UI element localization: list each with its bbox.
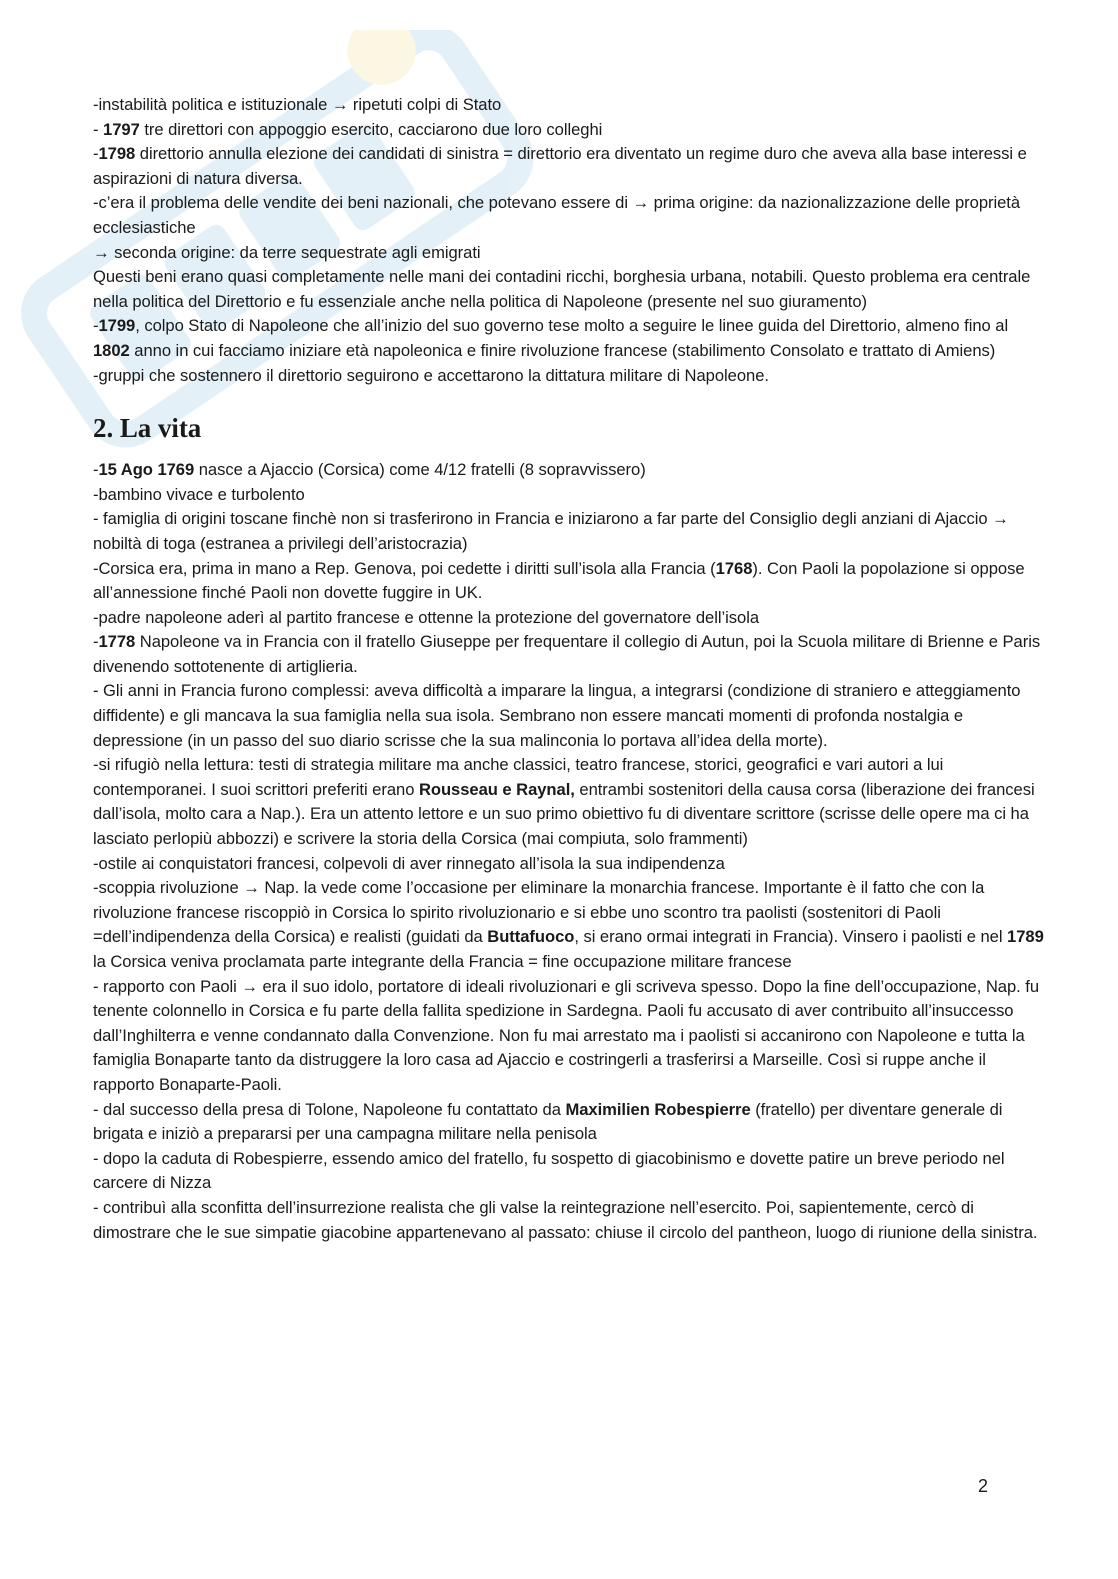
paragraph	[93, 142, 1048, 191]
paragraph	[93, 1098, 1048, 1147]
paragraph	[93, 606, 1048, 631]
text-run: ). Con Paoli la popolazione si oppose all’annessione finché Paoli non dovette fuggire in UK.	[93, 558, 1025, 603]
text-run: -	[93, 316, 99, 336]
text-run: -bambino vivace e turbolento	[93, 484, 305, 504]
text-run: - dal successo della presa di Tolone, Napoleone fu contattato da	[93, 1099, 566, 1119]
text-run: tre direttori con appoggio esercito, cacciarono due loro colleghi	[139, 119, 603, 139]
section-directory	[93, 93, 1048, 388]
paragraph	[93, 507, 1048, 556]
text-run: -	[93, 632, 99, 652]
paragraph	[93, 265, 1048, 314]
section-title: 2. La vita	[93, 413, 202, 444]
text-run: - rapporto con Paoli → era il suo idolo, portatore di ideali rivoluzionari e gli scriveva spesso. Dopo la fine dell’occupazione, Nap. fu tenente colonnello in Corsica e fu parte della fallita spedizione in Sardegna. Paoli fu accusato di aver contribuito all’insuccesso dall’Inghilterra e venne condannato dalla Convenzione. Non fu mai arrestato ma i paolisti si accanirono con Napoleone e tutta la famiglia Bonaparte tanto da distruggere la loro casa ad Ajaccio e costringerli a trasferirsi a Marseille. Così si ruppe anche il rapporto Bonaparte-Paoli.	[93, 976, 1040, 1094]
text-run: entrambi sostenitori della causa corsa (liberazione dei francesi dall’isola, molto cara a Nap.). Era un attento lettore e un suo primo obiettivo fu di diventare scrittore (scrisse delle opere ma ci ha lasciato perlopiù abbozzi) e scrivere la storia della Corsica (mai compiuta, solo frammenti)	[93, 779, 1035, 849]
paragraph	[93, 852, 1048, 877]
paragraph	[93, 753, 1048, 851]
text-run: Napoleone va in Francia con il fratello Giuseppe per frequentare il collegio di Autun, poi la Scuola militare di Brienne e Paris divenendo sottotenente di artiglieria.	[93, 632, 1041, 676]
text-run: , colpo Stato di Napoleone che all’inizio del suo governo tese molto a seguire le linee guida del Direttorio, almeno fino al	[135, 316, 1009, 336]
text-run: -ostile ai conquistatori francesi, colpevoli di aver rinnegato all’isola la sua indipendenza	[93, 853, 725, 873]
paragraph	[93, 1196, 1048, 1245]
text-run: (fratello) per diventare generale di brigata e iniziò a prepararsi per una campagna militare nella penisola	[93, 1099, 1003, 1144]
text-run: - dopo la caduta di Robespierre, essendo amico del fratello, fu sospetto di giacobinismo e dovette patire un breve periodo nel carcere di Nizza	[93, 1148, 1005, 1193]
text-run: -gruppi che sostennero il direttorio seguirono e accettarono la dittatura militare di Napoleone.	[93, 365, 769, 385]
text-run: - contribuì alla sconfitta dell’insurrezione realista che gli valse la reintegrazione nell’esercito. Poi, sapientemente, cercò di dimostrare che le sue simpatie giacobine appartenevano al passato: chiuse il circolo del pantheon, luogo di riunione della sinistra.	[93, 1197, 1038, 1242]
text-run: -Corsica era, prima in mano a Rep. Genova, poi cedette i diritti sull’isola alla Francia (	[93, 558, 716, 578]
text-run: anno in cui facciamo iniziare età napoleonica e finire rivoluzione francese (stabilimento Consolato e trattato di Amiens)	[129, 340, 996, 360]
text-run: -scoppia rivoluzione → Nap. la vede come l’occasione per eliminare la monarchia francese. Importante è il fatto che con la rivoluzione francese riscoppiò in Corsica lo spirito rivoluzionario e si ebbe uno scontro tra paolisti (sostenitori di Paoli =dell’indipendenza della Corsica) e realisti (guidati da	[93, 878, 985, 947]
paragraph	[93, 314, 1048, 363]
text-run: direttorio annulla elezione dei candidati di sinistra = direttorio era diventato un regime duro che aveva alla base interessi e aspirazioni di natura diversa.	[93, 144, 1027, 188]
paragraph	[93, 241, 1048, 266]
paragraph	[93, 483, 1048, 508]
text-run: -	[93, 119, 104, 139]
bold-text: Maximilien Robespierre	[565, 1099, 751, 1119]
bold-text: 1797	[103, 119, 140, 139]
paragraph	[93, 1147, 1048, 1196]
bold-text: 1799	[98, 316, 136, 336]
text-run: -instabilità politica e istituzionale → ripetuti colpi di Stato	[93, 95, 502, 114]
bold-text: 1789	[1007, 927, 1044, 947]
paragraph	[93, 876, 1048, 974]
page-content	[93, 93, 1048, 1245]
text-run: → seconda origine: da terre sequestrate agli emigrati	[93, 242, 481, 262]
text-run: -c’era il problema delle vendite dei beni nazionali, che potevano essere di → prima origine: da nazionalizzazione delle proprietà ecclesiastiche	[93, 193, 1021, 237]
paragraph	[93, 93, 1048, 118]
bold-text: Rousseau e Raynal,	[418, 779, 575, 799]
text-run: Questi beni erano quasi completamente nelle mani dei contadini ricchi, borghesia urbana, notabili. Questo problema era centrale nella politica del Direttorio e fu essenziale anche nella politica di Napoleone (presente nel suo giuramento)	[93, 267, 1031, 311]
text-run: nasce a Ajaccio (Corsica) come 4/12 fratelli (8 sopravvissero)	[194, 460, 646, 480]
text-run: -	[93, 144, 99, 164]
bold-text: 1778	[98, 632, 136, 652]
bold-text: Buttafuoco	[487, 927, 575, 947]
text-run: la Corsica veniva proclamata parte integrante della Francia = fine occupazione militare francese	[93, 952, 792, 971]
bold-text: 1798	[98, 144, 136, 164]
text-run: -si rifugiò nella lettura: testi di strategia militare ma anche classici, teatro francese, storici, geografici e vari autori a lui contemporanei. I suoi scrittori preferiti erano	[93, 755, 944, 799]
paragraph	[93, 458, 1048, 483]
paragraph	[93, 975, 1048, 1098]
text-run: , si erano ormai integrati in Francia). Vinsero i paolisti e nel	[574, 927, 1008, 947]
bold-text: 1768	[715, 558, 753, 578]
paragraph	[93, 679, 1048, 753]
paragraph	[93, 118, 1048, 143]
paragraph	[93, 364, 1048, 389]
paragraph	[93, 630, 1048, 679]
paragraph	[93, 191, 1048, 240]
text-run: -	[93, 460, 99, 480]
bold-text: 1802	[93, 340, 130, 360]
text-run: - famiglia di origini toscane finchè non si trasferirono in Francia e iniziarono a far parte del Consiglio degli anziani di Ajaccio → nobiltà di toga (estranea a privilegi dell’aristocrazia)	[93, 509, 1009, 553]
page-number: 2	[977, 1476, 988, 1496]
text-run: - Gli anni in Francia furono complessi: aveva difficoltà a imparare la lingua, a integrarsi (condizione di straniero e atteggiamento diffidente) e gli mancava la sua famiglia nella sua isola. Sembrano non essere mancati momenti di profonda nostalgia e depressione (in un passo del suo diario scrisse che la sua malinconia lo portava all’idea della morte).	[93, 681, 1021, 750]
paragraph	[93, 557, 1048, 606]
text-run: -padre napoleone aderì al partito francese e ottenne la protezione del governatore dell’isola	[93, 607, 760, 627]
section-life	[93, 458, 1048, 1245]
bold-text: 15 Ago 1769	[98, 460, 195, 480]
